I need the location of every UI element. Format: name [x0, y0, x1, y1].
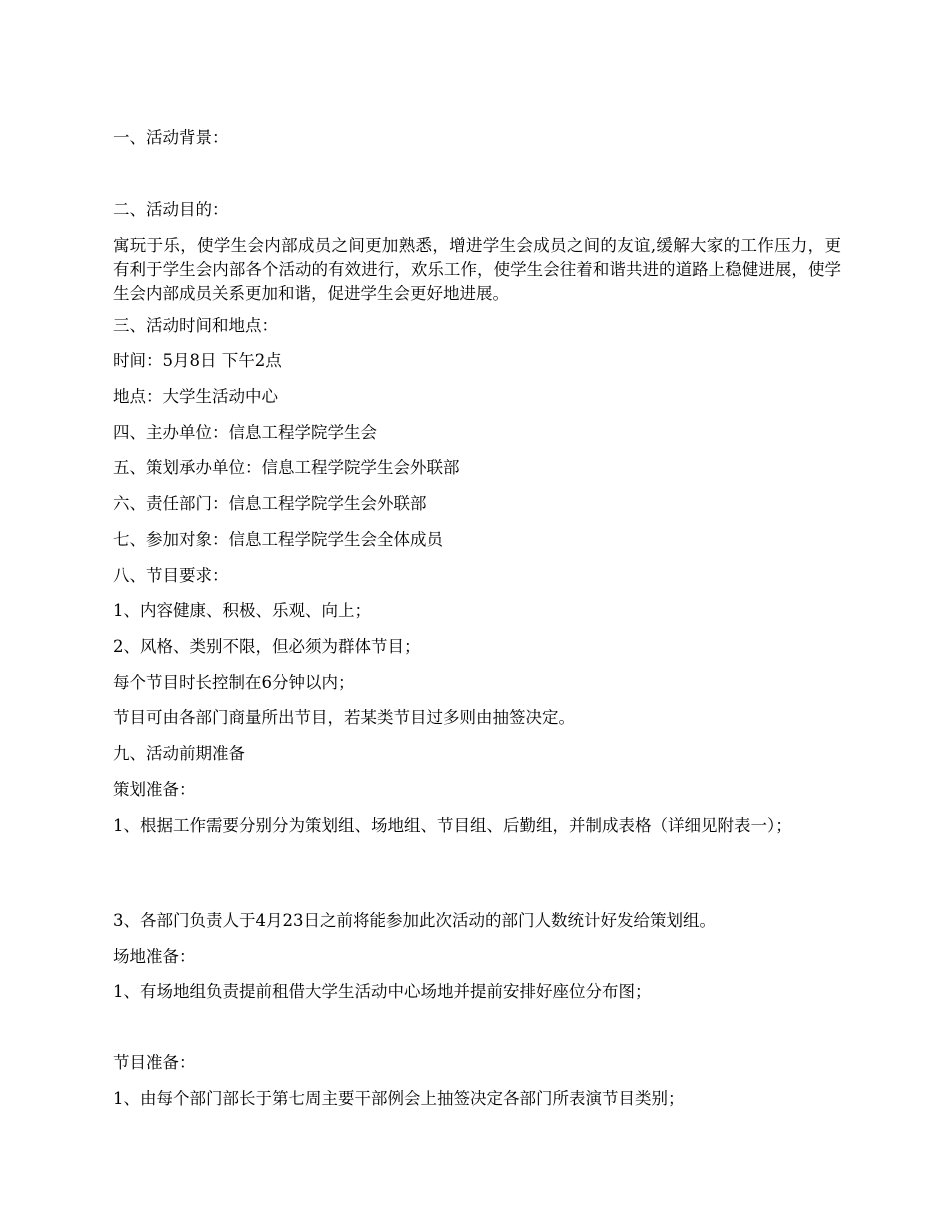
organizer-line: 四、主办单位：信息工程学院学生会 — [113, 423, 377, 442]
heading-preparation: 九、活动前期准备 — [113, 744, 245, 763]
responsible-line: 六、责任部门：信息工程学院学生会外联部 — [113, 494, 427, 513]
participants-line: 七、参加对象：信息工程学院学生会全体成员 — [113, 530, 443, 549]
requirement-3: 每个节目时长控制在6分钟以内； — [113, 673, 355, 692]
requirement-4: 节目可由各部门商量所出节目，若某类节目过多则由抽签决定。 — [113, 708, 575, 727]
requirement-2: 2、风格、类别不限，但必须为群体节目； — [113, 637, 421, 656]
heading-background: 一、活动背景： — [113, 128, 229, 147]
planner-line: 五、策划承办单位：信息工程学院学生会外联部 — [113, 458, 460, 477]
planning-prep-heading: 策划准备： — [113, 780, 196, 799]
venue-item-1: 1、有场地组负责提前租借大学生活动中心场地并提前安排好座位分布图； — [113, 982, 652, 1001]
program-item-1: 1、由每个部门部长于第七周主要干部例会上抽签决定各部门所表演节目类别； — [113, 1089, 685, 1108]
purpose-paragraph: 寓玩于乐，使学生会内部成员之间更加熟悉，增进学生会成员之间的友谊,缓解大家的工作压力，更有利于学生会内部各个活动的有效进行，欢乐工作，使学生会往着和谐共进的道路上稳健进展，使学生会内部成员关系更加和谐，促进学生会更好地进展。 — [113, 236, 841, 303]
planning-item-3: 3、各部门负责人于4月23日之前将能参加此次活动的部门人数统计好发给策划组。 — [113, 911, 716, 930]
time-line: 时间：5月8日 下午2点 — [113, 351, 282, 370]
place-line: 地点：大学生活动中心 — [113, 387, 278, 406]
venue-prep-heading: 场地准备： — [113, 947, 196, 966]
heading-time-place: 三、活动时间和地点： — [113, 316, 278, 335]
requirement-1: 1、内容健康、积极、乐观、向上； — [113, 601, 371, 620]
heading-requirements: 八、节目要求： — [113, 566, 229, 585]
heading-purpose: 二、活动目的： — [113, 200, 229, 219]
program-prep-heading: 节目准备： — [113, 1053, 196, 1072]
planning-item-1: 1、根据工作需要分别分为策划组、场地组、节目组、后勤组，并制成表格（详细见附表一）； — [113, 816, 792, 835]
